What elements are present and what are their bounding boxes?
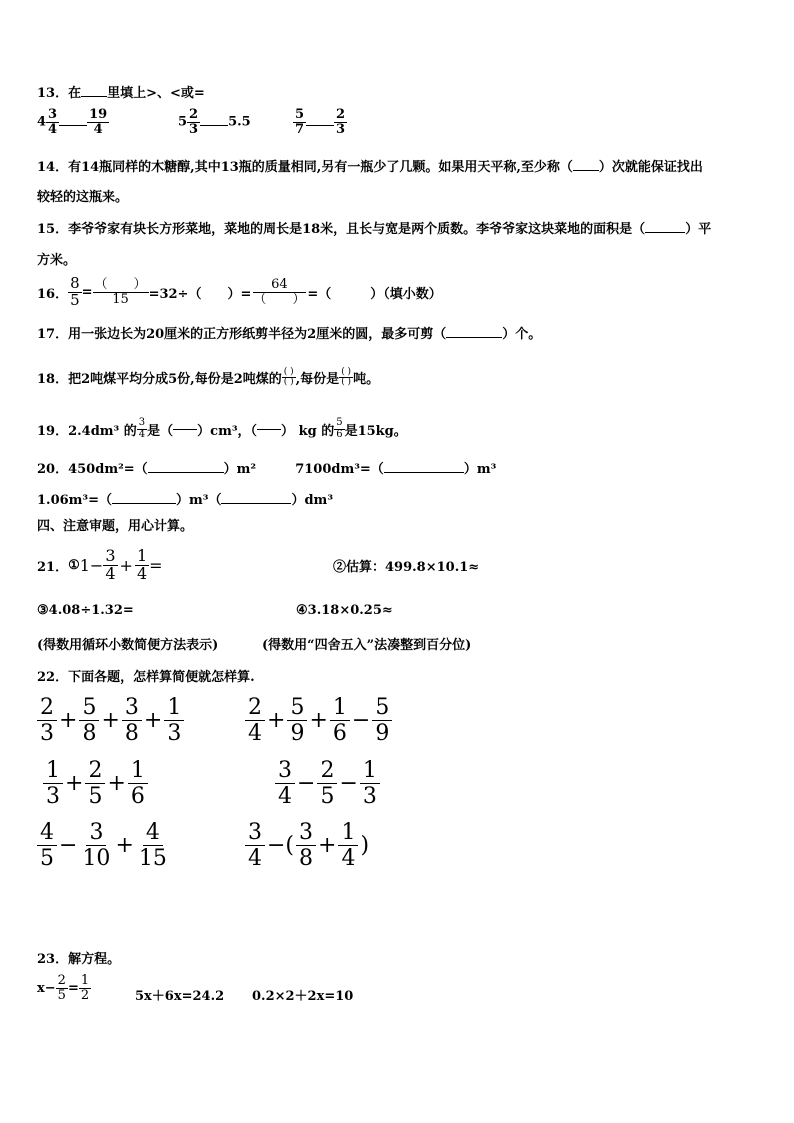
q19-text-d: ） kg 的	[281, 423, 335, 439]
num: 64	[253, 278, 306, 293]
q23-eq-3: 0.2×2＋2x=10	[252, 989, 354, 1004]
fraction	[164, 695, 184, 747]
q22-expr-6	[245, 820, 371, 872]
circled-1: ①	[68, 557, 80, 573]
denominator: 5	[88, 784, 103, 810]
numerator: 1	[164, 695, 184, 721]
numerator: 2	[317, 758, 337, 784]
num: 2	[57, 973, 66, 988]
operator: +	[267, 708, 286, 734]
operator: +	[59, 708, 78, 734]
den: 15	[112, 291, 129, 307]
q23-title: 23．解方程。	[37, 952, 121, 967]
denominator: 8	[124, 721, 139, 747]
q15-blank[interactable]	[645, 232, 685, 233]
compare-blank[interactable]	[306, 125, 334, 126]
q19-blank-2[interactable]	[257, 429, 281, 430]
fraction	[296, 820, 316, 872]
fraction	[360, 758, 380, 810]
fraction	[275, 758, 295, 810]
denominator: 9	[290, 721, 305, 747]
operator: +	[143, 708, 163, 734]
num: 2	[189, 107, 199, 122]
eq: =	[149, 555, 163, 575]
fraction	[85, 758, 105, 810]
section-4-heading: 四、注意审题，用心计算。	[37, 519, 194, 534]
den: 5	[57, 987, 66, 1003]
q14-text-a: 14．有14瓶同样的木糖醇,其中13瓶的质量相同,另有一瓶少了几颗。如果用天平称,至少称（	[37, 160, 573, 175]
q13-item-1	[37, 108, 109, 136]
q22-expr-5	[37, 820, 170, 872]
q20-text-b: ）m²	[223, 462, 257, 477]
expr-a: 1−	[79, 555, 104, 575]
q14-blank[interactable]	[573, 170, 599, 171]
q13-suffix: 里填上>、<或=	[107, 86, 205, 101]
numerator: 5	[287, 695, 307, 721]
q17-text-b: ）个。	[502, 327, 542, 342]
num: 3	[48, 107, 58, 122]
fraction	[37, 695, 57, 747]
denominator: 4	[341, 846, 356, 872]
q15-line2: 方米。	[37, 253, 77, 268]
operator: −(	[267, 833, 295, 859]
q17-line	[37, 323, 541, 342]
denominator: 3	[40, 721, 54, 747]
den: 6	[336, 428, 343, 440]
q21-label: 21．	[37, 559, 69, 575]
q22-expr-2	[245, 695, 392, 747]
denominator: 15	[138, 846, 167, 872]
den: 4	[48, 121, 58, 137]
q15-line1	[37, 218, 711, 237]
q21-item-1	[37, 548, 163, 583]
q22-expr-4	[275, 758, 380, 810]
denominator: 3	[46, 784, 60, 810]
q19-line	[37, 418, 407, 440]
q20-text-d: ）m³	[463, 462, 497, 477]
denominator: 3	[167, 721, 182, 747]
q19-blank-1[interactable]	[173, 429, 197, 430]
plus: +	[119, 555, 133, 575]
q21-item-3: ③4.08÷1.32=	[37, 603, 134, 618]
den: 3	[189, 121, 199, 137]
q20-text-g: ）dm³	[291, 493, 334, 508]
denominator: 6	[332, 721, 347, 747]
num: 3	[138, 417, 146, 428]
q21-note-1: (得数用循环小数简便方法表示)	[37, 638, 219, 653]
q20-line2	[37, 489, 333, 508]
den: 4	[105, 563, 116, 583]
operator: +	[101, 708, 120, 734]
fraction	[245, 695, 265, 747]
num-blank[interactable]: （ ）	[94, 277, 147, 293]
num: 1	[136, 546, 148, 565]
q22-expr-1	[37, 695, 184, 747]
q23-eq-2: 5x＋6x=24.2	[135, 989, 225, 1004]
q20-blank-2[interactable]	[384, 472, 464, 473]
q18-text-a: 18．把2吨煤平均分成5份,每份是2吨煤的	[37, 372, 282, 388]
den: 2	[80, 987, 90, 1003]
q16-label: 16．	[37, 286, 69, 302]
num: 5	[295, 107, 305, 122]
denominator: 5	[40, 846, 54, 872]
q21-item-4: ④3.18×0.25≈	[296, 603, 393, 618]
operator: )	[360, 833, 370, 859]
fraction	[287, 695, 307, 747]
q13-item-2	[178, 108, 251, 136]
operator: +	[65, 771, 84, 797]
whole: 4	[37, 114, 47, 130]
operator: −	[351, 708, 371, 734]
num: 1	[80, 973, 90, 988]
denominator: 5	[320, 784, 335, 810]
fraction	[372, 695, 392, 747]
compare-blank[interactable]	[59, 125, 87, 126]
q19-text-c: ）cm³，（	[197, 423, 258, 439]
q14-line2: 较轻的这瓶来。	[37, 190, 129, 205]
numerator: 2	[245, 695, 265, 721]
numerator: 1	[360, 758, 380, 784]
den: ( )	[283, 377, 294, 388]
q20-text-c: 7100dm³=（	[295, 462, 384, 477]
numerator: 3	[245, 820, 265, 846]
q20-blank-4[interactable]	[221, 503, 291, 504]
q20-text-e: 1.06m³=（	[37, 493, 113, 508]
denominator: 9	[375, 721, 390, 747]
denominator: 8	[82, 721, 97, 747]
q18-frac-blank[interactable]	[282, 368, 296, 388]
denominator: 8	[299, 846, 314, 872]
q18-text-c: 吨。	[353, 372, 380, 388]
denominator: 6	[130, 784, 145, 810]
num: 2	[336, 107, 346, 122]
operator: −	[297, 771, 316, 797]
numerator: 3	[275, 758, 295, 784]
operator: +	[309, 708, 328, 734]
q19-text-a: 19．2.4dm³ 的	[37, 423, 137, 439]
q19-text-b: 是（	[147, 423, 174, 439]
fraction	[136, 820, 170, 872]
eq-a: x−	[37, 980, 56, 996]
den: 7	[295, 121, 305, 137]
numerator: 2	[37, 695, 57, 721]
q22-title: 22．下面各题，怎样算简便就怎样算.	[37, 670, 255, 685]
denominator: 10	[82, 846, 111, 872]
fraction	[79, 820, 113, 872]
numerator: 3	[296, 820, 316, 846]
q16-mid: =32÷（ ）=	[148, 286, 252, 302]
denominator: 4	[278, 784, 292, 810]
q20-text-a: 20．450dm²=（	[37, 462, 148, 477]
den: 4	[136, 563, 148, 583]
denominator: 4	[248, 846, 262, 872]
q20-text-f: ）m³（	[176, 493, 222, 508]
den: 4	[93, 121, 103, 137]
q13-stem	[37, 82, 205, 101]
numerator: 5	[372, 695, 392, 721]
numerator: 3	[122, 695, 142, 721]
numerator: 2	[85, 758, 105, 784]
numerator: 1	[330, 695, 350, 721]
den-blank[interactable]: （ ）	[253, 291, 306, 307]
fraction	[338, 820, 358, 872]
den: 5	[70, 290, 80, 309]
q16-tail: =（ ）（填小数）	[307, 286, 442, 302]
compare-blank[interactable]	[200, 125, 228, 126]
q18-text-b: ,每份是	[295, 372, 340, 388]
q14-line1	[37, 156, 703, 175]
q15-text-a: 15．李爷爷家有块长方形菜地，菜地的周长是18米，且长与宽是两个质数。李爷爷家这块菜地的面积是（	[37, 222, 646, 237]
eq-sign: =	[67, 980, 79, 996]
fraction	[37, 820, 57, 872]
num: ( )	[283, 367, 294, 377]
num: 19	[89, 107, 108, 122]
numerator: 1	[43, 758, 63, 784]
den: 3	[336, 121, 346, 137]
operator: −	[339, 771, 358, 797]
q21-item-2: ②估算：499.8×10.1≈	[333, 560, 480, 575]
fraction	[245, 820, 265, 872]
num: 3	[105, 546, 116, 565]
numerator: 4	[37, 820, 57, 846]
q13-prefix: 13．在	[37, 86, 82, 101]
q19-text-e: 是15kg。	[344, 423, 407, 439]
whole: 5	[178, 114, 188, 130]
fraction	[122, 695, 142, 747]
operator: +	[115, 833, 134, 859]
q23-eq-1	[37, 974, 91, 1002]
fraction	[43, 758, 63, 810]
fraction	[330, 695, 350, 747]
q15-text-b: ）平	[685, 222, 712, 237]
q16-line	[37, 276, 442, 309]
num: ( )	[341, 367, 352, 377]
q18-line	[37, 368, 379, 388]
q20-line1	[37, 458, 496, 477]
operator: +	[107, 771, 126, 797]
numerator: 1	[128, 758, 148, 784]
num: 8	[70, 274, 80, 292]
fraction	[79, 695, 99, 747]
q17-blank[interactable]	[446, 337, 502, 338]
numerator: 5	[79, 695, 99, 721]
operator: +	[318, 833, 337, 859]
numerator: 3	[86, 820, 106, 846]
den: 4	[138, 428, 146, 440]
numerator: 4	[143, 820, 163, 846]
q13-blank[interactable]	[81, 96, 107, 97]
operator: −	[59, 833, 78, 859]
fraction	[317, 758, 337, 810]
den: ( )	[341, 377, 352, 388]
q14-text-b: ）次就能保证找出	[598, 160, 703, 175]
right-value: 5.5	[228, 114, 251, 130]
q22-expr-3	[43, 758, 148, 810]
q20-blank-3[interactable]	[112, 503, 176, 504]
q21-note-2: (得数用“四舍五入”法凑整到百分位)	[262, 638, 472, 653]
eq: =	[81, 284, 93, 300]
fraction	[128, 758, 148, 810]
q20-blank-1[interactable]	[148, 472, 224, 473]
numerator: 1	[338, 820, 358, 846]
q13-item-3	[293, 108, 347, 136]
denominator: 4	[248, 721, 262, 747]
num: 5	[336, 417, 343, 428]
q18-frac-blank-2[interactable]	[339, 368, 353, 388]
denominator: 3	[362, 784, 377, 810]
q17-text-a: 17．用一张边长为20厘米的正方形纸剪半径为2厘米的圆，最多可剪（	[37, 327, 447, 342]
